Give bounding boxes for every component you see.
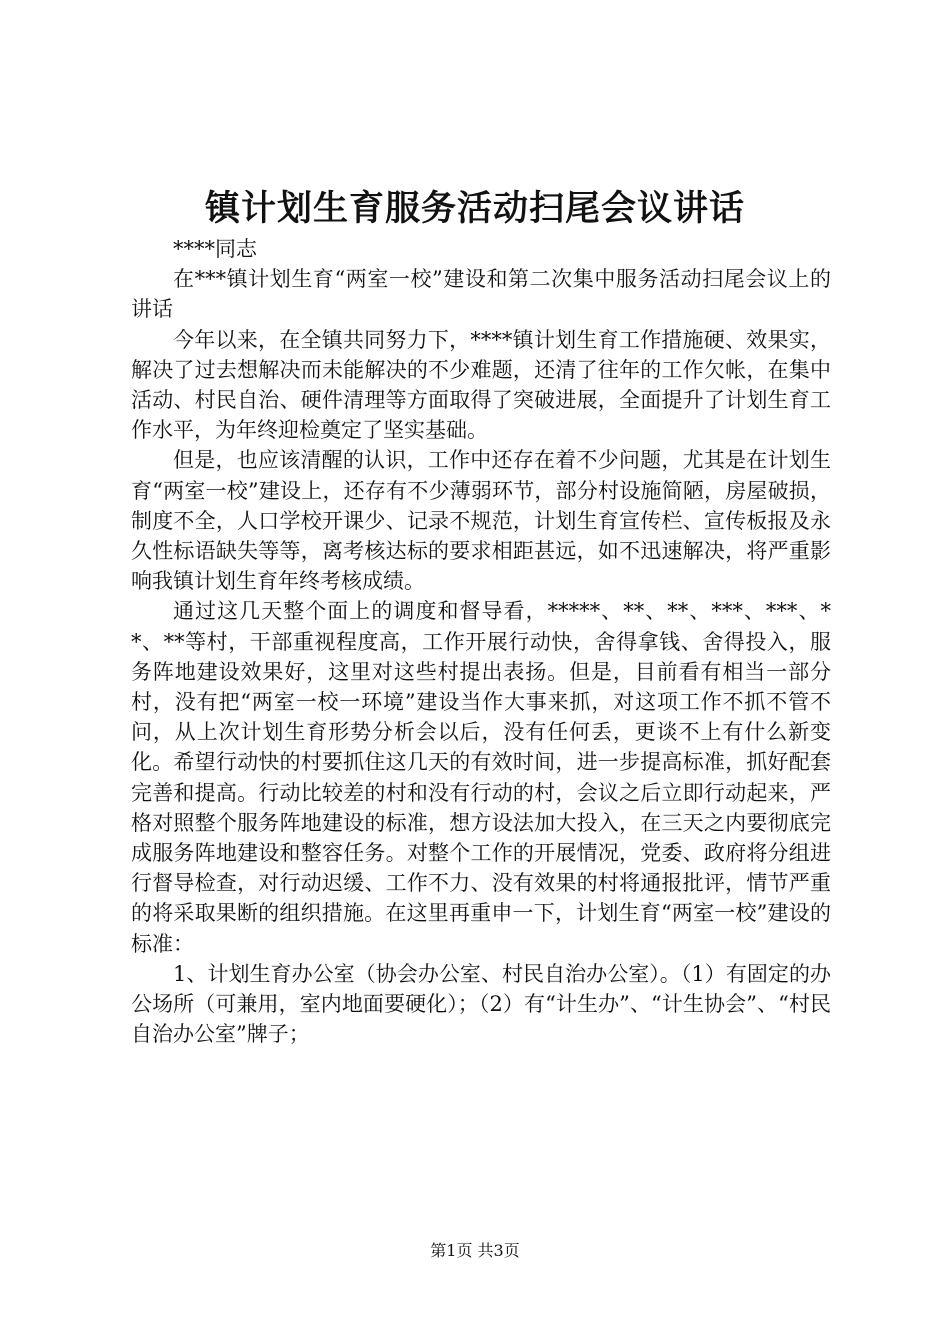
body-paragraph: 但是，也应该清醒的认识，工作中还存在着不少问题，尤其是在计划生育“两室一校”建设上，还存有不少薄弱环节，部分村设施简陋，房屋破损，制度不全，人口学校开课少、记录不规范，计划生育宣传栏、宣传板报及永久性标语缺失等等，离考核达标的要求相距甚远，如不迅速解决，将严重影响我镇计划生育年终考核成绩。 — [131, 448, 831, 594]
body-paragraph: 通过这几天整个面上的调度和督导看，*****、**、**、***、***、**、**等村，干部重视程度高，工作开展行动快，舍得拿钱、舍得投入，服务阵地建设效果好，这里对这些村提出表扬。但是，目前看有相当一部分村，没有把“两室一校一环境”建设当作大事来抓，对这项工作不抓不管不问，从上次计划生育形势分析会以后，没有任何丢，更谈不上有什么新变化。希望行动快的村要抓住这几天的有效时间，进一步提高标准，抓好配套完善和提高。行动比较差的村和没有行动的村，会议之后立即行动起来，严格对照整个服务阵地建设的标准，想方设法加大投入，在三天之内要彻底完成服务阵地建设和整容任务。对整个工作的开展情况，党委、政府将分组进行督导检查，对行动迟缓、工作不力、没有效果的村将通报批评，情节严重的将采取果断的组织措施。在这里再重申一下，计划生育“两室一校”建设的标准： — [131, 599, 831, 956]
document-body — [131, 234, 831, 1049]
salutation: ****同志 — [173, 237, 257, 261]
document-title: 镇计划生育服务活动扫尾会议讲话 — [204, 189, 745, 229]
body-paragraph: 今年以来，在全镇共同努力下，****镇计划生育工作措施硬、效果实，解决了过去想解决而未能解决的不少难题，还清了往年的工作欠帐，在集中活动、村民自治、硬件清理等方面取得了突破进展，全面提升了计划生育工作水平，为年终迎检奠定了坚实基础。 — [131, 327, 831, 443]
body-paragraph: 1、计划生育办公室（协会办公室、村民自治办公室）。（1）有固定的办公场所（可兼用，室内地面要硬化）；（2）有“计生办”、“计生协会”、“村民自治办公室”牌子； — [131, 961, 831, 1047]
page-number: 第1页 共3页 — [430, 1241, 520, 1260]
speech-occasion: 在***镇计划生育“两室一校”建设和第二次集中服务活动扫尾会议上的讲话 — [131, 267, 831, 322]
